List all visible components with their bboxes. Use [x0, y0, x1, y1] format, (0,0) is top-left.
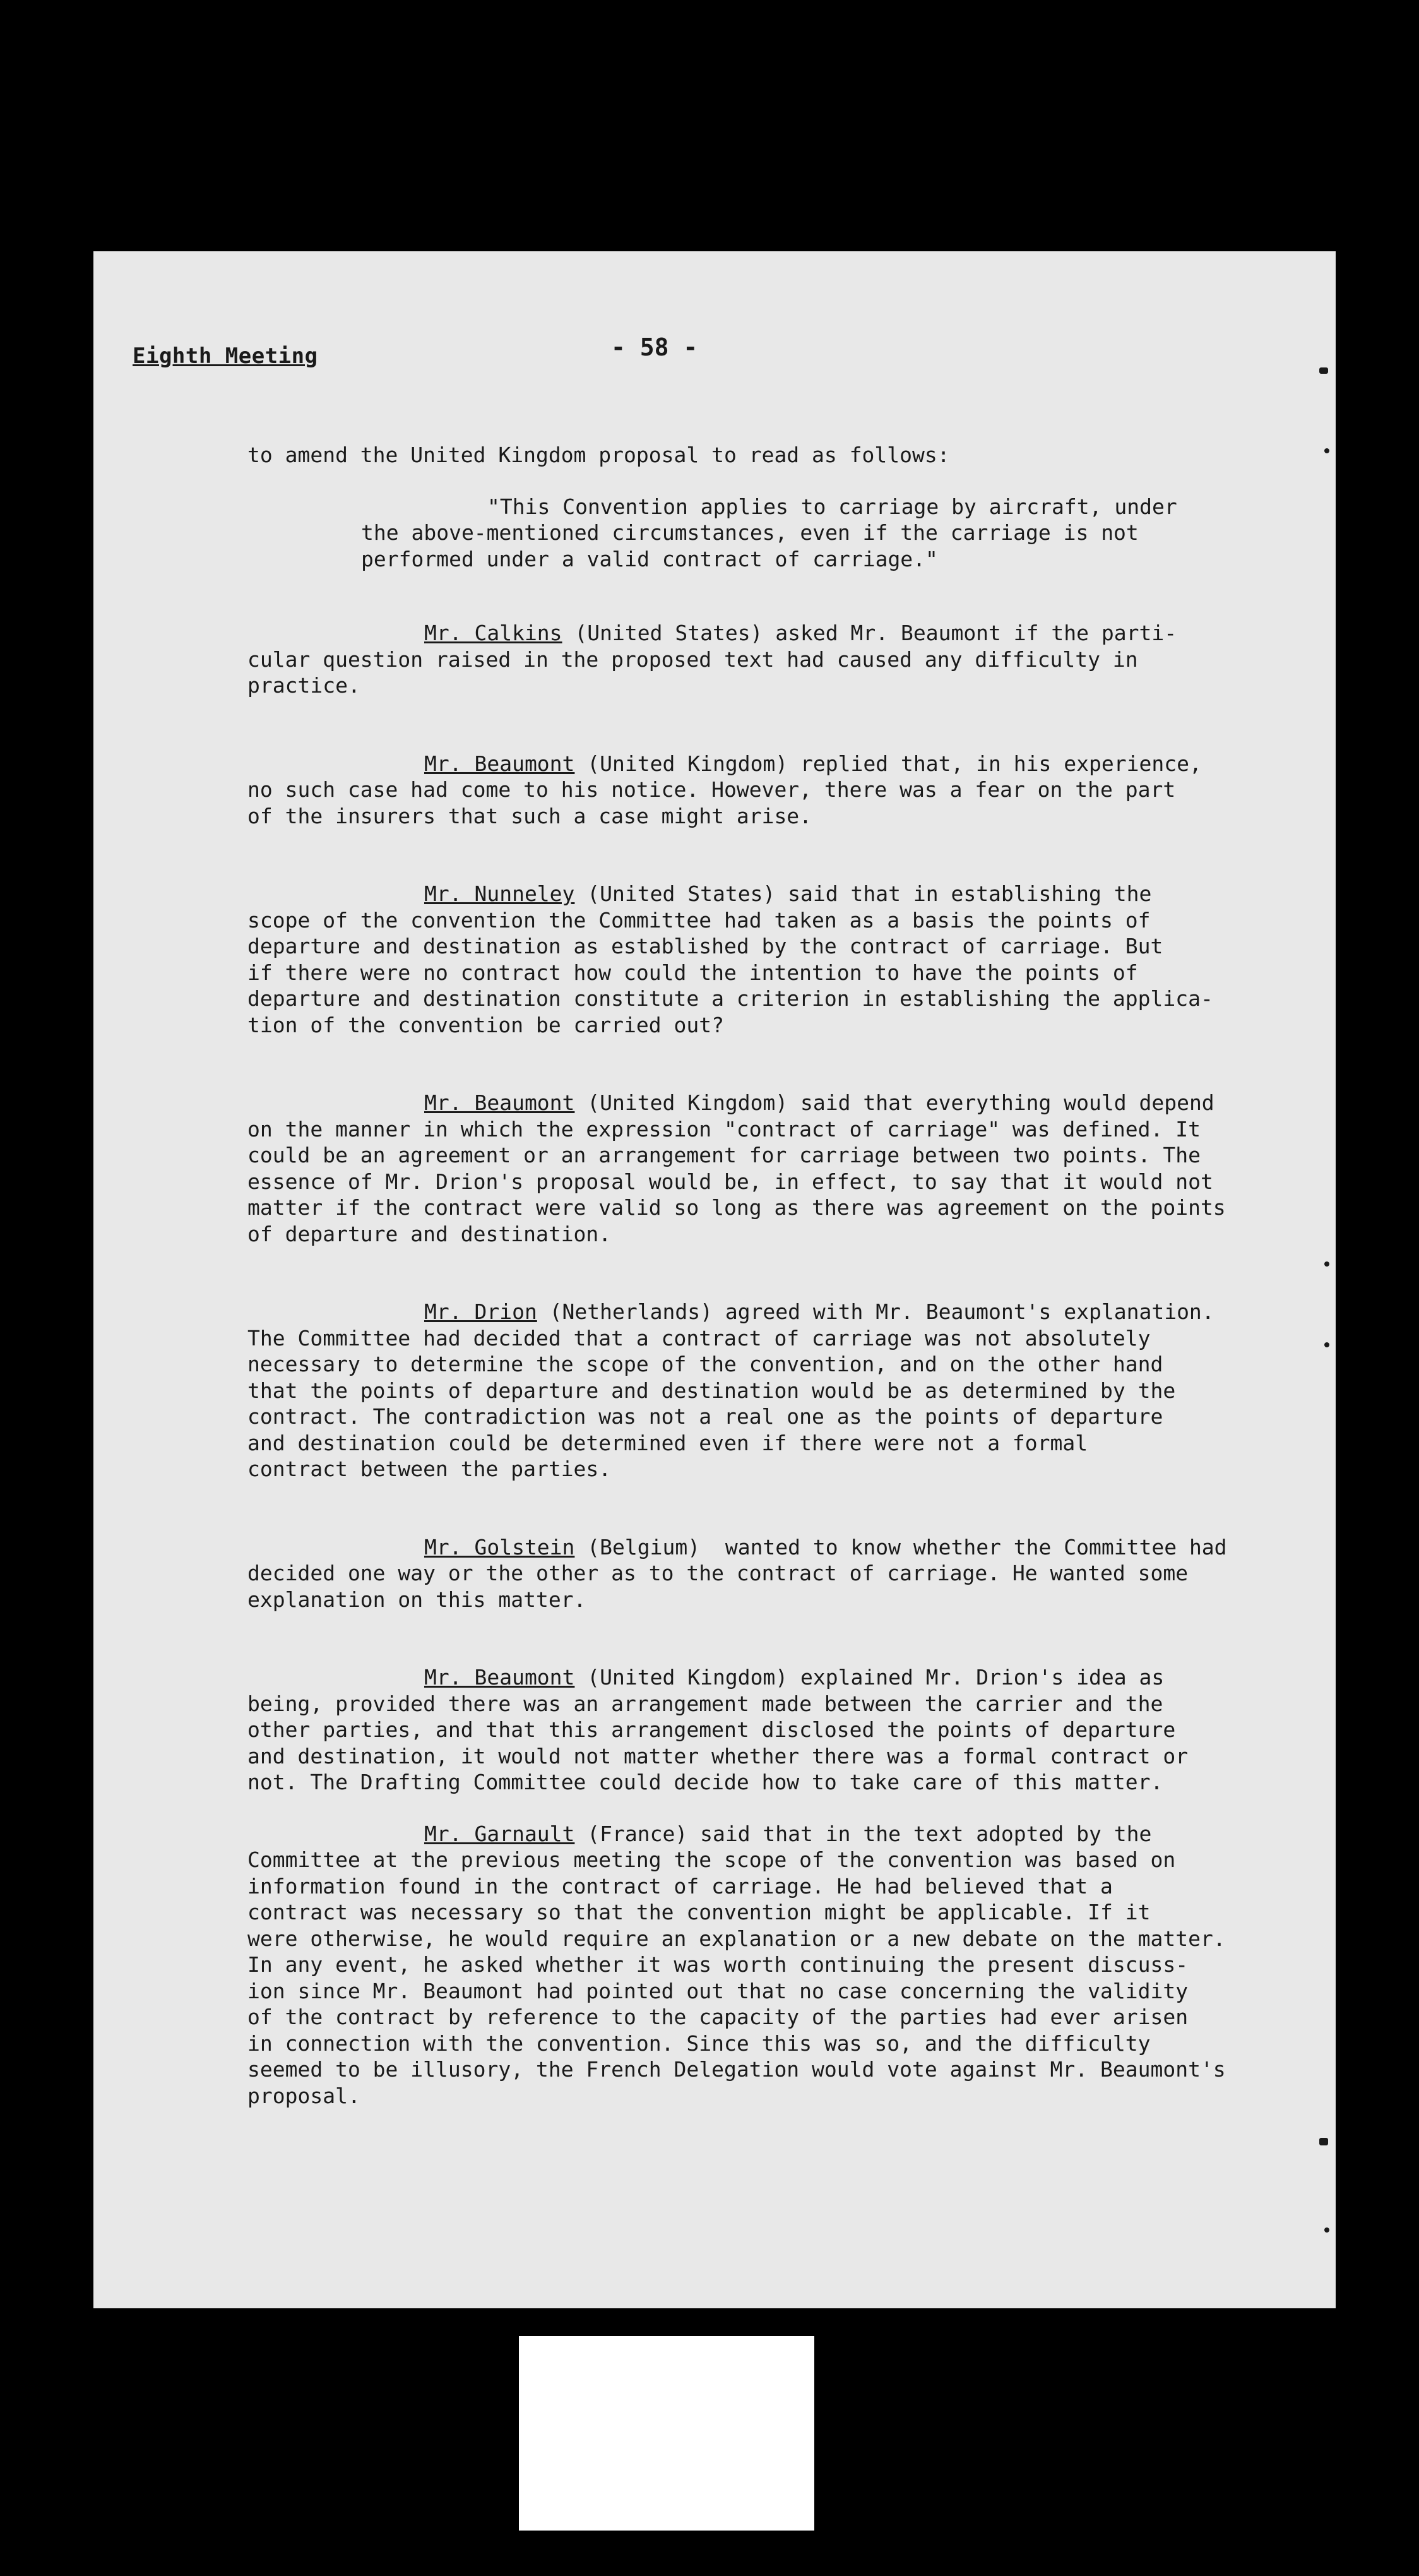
paragraph-beaumont-1 [247, 751, 1308, 830]
scan-speck [1324, 1261, 1329, 1267]
scan-speck [1319, 2138, 1328, 2145]
scan-speck [1324, 448, 1329, 453]
scan-speck [1324, 2227, 1329, 2233]
blank-label-area [519, 2336, 814, 2531]
paragraph-beaumont-3 [247, 1664, 1308, 1796]
paragraph-text: (Belgium) wanted to know whether the Committee had decided one way or the other as to the contract of carriage. He wanted some explanation on this matter. [247, 1534, 1227, 1612]
quote-line-1: "This Convention applies to carriage by aircraft, under [487, 494, 1177, 519]
speaker-name: Mr. Beaumont [424, 1090, 575, 1115]
page-number: - 58 - [611, 333, 698, 361]
document-page [93, 251, 1336, 2308]
speaker-name: Mr. Drion [424, 1299, 537, 1324]
document-body [247, 442, 1308, 2161]
paragraph-beaumont-2 [247, 1090, 1308, 1247]
speaker-name: Mr. Golstein [424, 1534, 575, 1559]
paragraph-golstein [247, 1534, 1308, 1613]
speaker-name: Mr. Nunneley [424, 881, 575, 906]
speaker-name: Mr. Beaumont [424, 1665, 575, 1690]
paragraph-calkins [247, 620, 1308, 699]
meeting-header: Eighth Meeting [133, 343, 318, 369]
paragraph-text: (United States) said that in establishing the scope of the convention the Committee had taken as a basis the points of departure and destination as established by the contract of carriage. But if there were no contract how could the intention to have the points of departure and destination constitute a criterion in establishing the applica- tion of the convention be carried out? [247, 881, 1213, 1037]
paragraph-text: (France) said that in the text adopted by the Committee at the previous meeting the scope of the convention was based on information found in the contract of carriage. He had believed that a contract was necessary so that the convention might be applicable. If it were otherwise, he would require an explanation or a new debate on the matter. In any event, he asked whether it was worth continuing the present discuss- ion since Mr. Beaumont had pointed out that no case concerning the validity of the contract by reference to the capacity of the parties had ever arisen in connection with the convention. Since this was so, and the difficulty seemed to be illusory, the French Delegation would vote against Mr. Beaumont's proposal. [247, 1821, 1226, 2108]
speaker-name: Mr. Beaumont [424, 751, 575, 776]
paragraph-text: (United Kingdom) explained Mr. Drion's idea as being, provided there was an arrangement made between the carrier and the other parties, and that this arrangement disclosed the points of departure and destination, it would not matter whether there was a formal contract or not. The Drafting Committee could decide how to take care of this matter. [247, 1665, 1189, 1794]
proposed-text-quote [361, 494, 1308, 573]
intro-paragraph: to amend the United Kingdom proposal to read as follows: [247, 443, 950, 467]
speaker-name: Mr. Calkins [424, 621, 562, 645]
paragraph-text: (United Kingdom) replied that, in his experience, no such case had come to his notice. However, there was a fear on the part of the insurers that such a case might arise. [247, 751, 1202, 828]
paragraph-text: (United States) asked Mr. Beaumont if the parti- cular question raised in the proposed text had caused any difficulty in practice. [247, 621, 1177, 698]
scan-speck [1319, 367, 1328, 374]
speaker-name: Mr. Garnault [424, 1821, 575, 1846]
paragraph-text: (United Kingdom) said that everything would depend on the manner in which the expression "contract of carriage" was defined. It could be an agreement or an arrangement for carriage between two points. The essence of Mr. Drion's proposal would be, in effect, to say that it would not matter if the contract were valid so long as there was agreement on the points of departure and destination. [247, 1090, 1226, 1246]
paragraph-garnault [247, 1821, 1308, 2109]
paragraph-text: (Netherlands) agreed with Mr. Beaumont's explanation. The Committee had decided that a contract of carriage was not absolutely necessary to determine the scope of the convention, and on the other hand that the points of departure and destination would be as determined by the contract. The contradiction was not a real one as the points of departure and destination could be determined even if there were not a formal contract between the parties. [247, 1299, 1214, 1481]
scan-speck [1324, 1342, 1329, 1347]
paragraph-nunneley [247, 881, 1308, 1038]
paragraph-drion [247, 1299, 1308, 1482]
quote-rest: the above-mentioned circumstances, even if the carriage is not performed under a valid contract of carriage." [361, 520, 1139, 571]
